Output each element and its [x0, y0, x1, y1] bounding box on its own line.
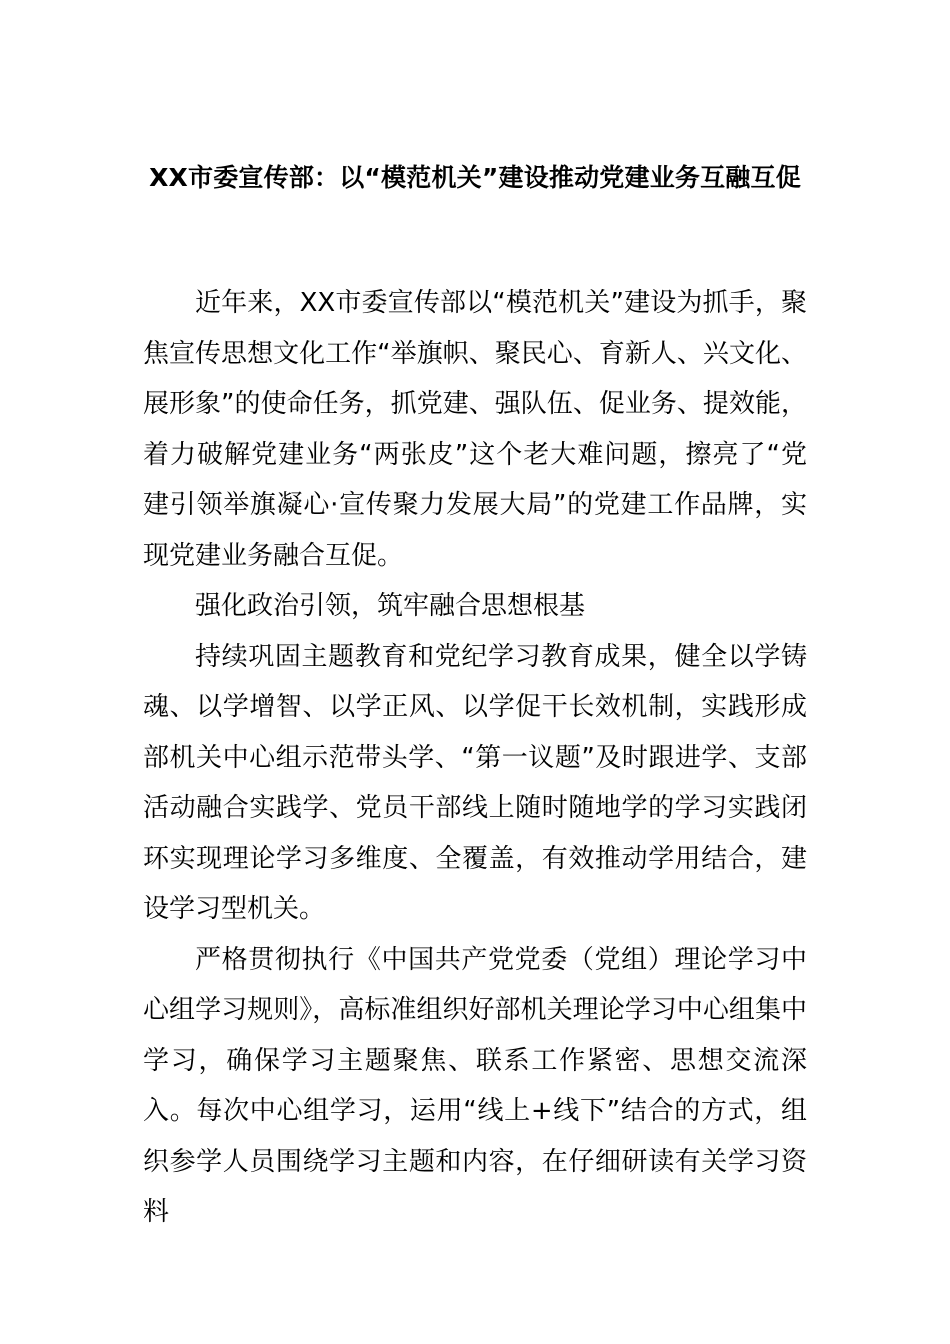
paragraph-study-rules: 严格贯彻执行《中国共产党党委（党组）理论学习中心组学习规则》，高标准组织好部机关理论学习中心组集中学习，确保学习主题聚焦、联系工作紧密、思想交流深入。每次中心组学习，运用“线上+线下”结合的方式，组织参学人员围绕学习主题和内容，在仔细研读有关学习资料	[143, 944, 807, 1227]
paragraph-study-mechanism: 持续巩固主题教育和党纪学习教育成果，健全以学铸魂、以学增智、以学正风、以学促干长效机制，实践形成部机关中心组示范带头学、“第一议题”及时跟进学、支部活动融合实践学、党员干部线上随时随地学的学习实践闭环实现理论学习多维度、全覆盖，有效推动学用结合，建设学习型机关。	[143, 641, 807, 924]
document-title: XX市委宣传部：以“模范机关”建设推动党建业务互融互促	[149, 163, 801, 192]
document-body	[143, 278, 807, 1238]
section-heading: 强化政治引领，筑牢融合思想根基	[195, 591, 586, 621]
paragraph-intro: 近年来，XX市委宣传部以“模范机关”建设为抓手，聚焦宣传思想文化工作“举旗帜、聚民心、育新人、兴文化、展形象”的使命任务，抓党建、强队伍、促业务、提效能，着力破解党建业务“两张皮”这个老大难问题，擦亮了“党建引领举旗凝心·宣传聚力发展大局”的党建工作品牌，实现党建业务融合互促。	[143, 288, 807, 571]
